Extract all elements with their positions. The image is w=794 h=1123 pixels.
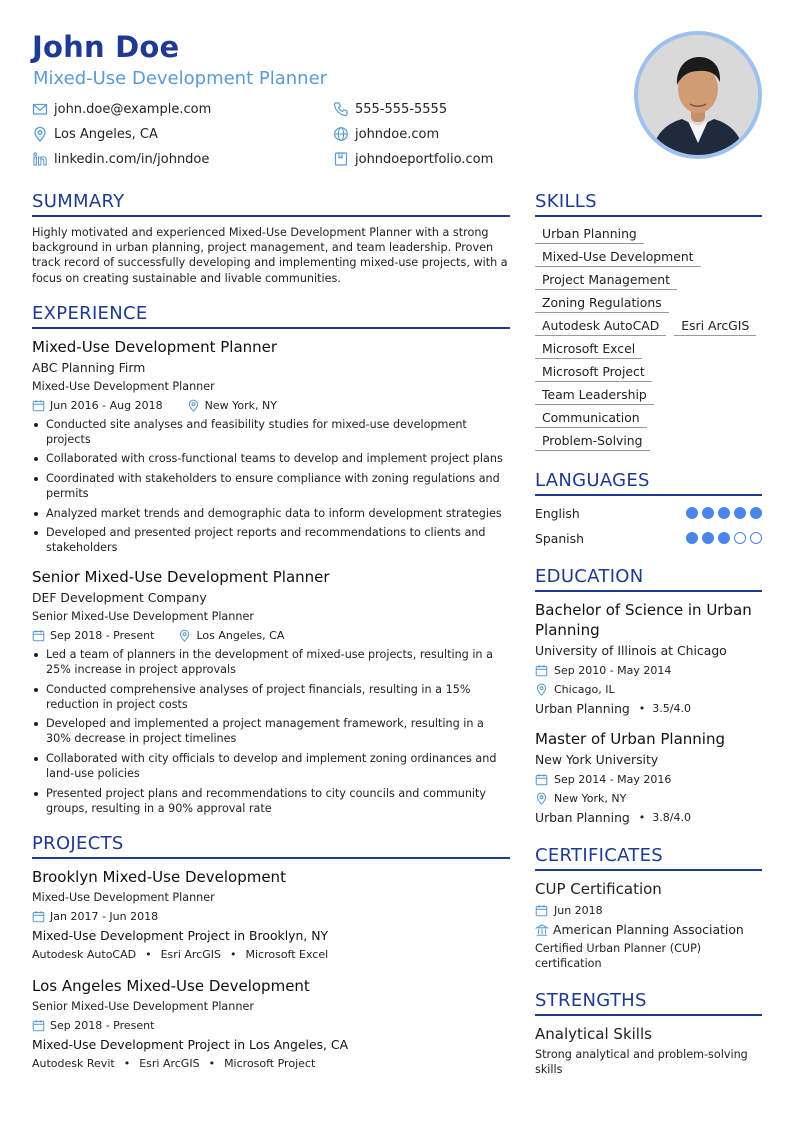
job-title: Senior Mixed-Use Development Planner (32, 568, 330, 587)
school-name: New York University (535, 752, 659, 767)
proficiency-dot (734, 532, 746, 544)
project-meta (32, 909, 510, 924)
education-heading: EDUCATION (535, 565, 762, 592)
skill-tag: Autodesk AutoCAD (535, 317, 666, 336)
company-name: ABC Planning Firm (32, 359, 146, 375)
tool-item: Autodesk AutoCAD (32, 947, 137, 961)
tool-item: Esri ArcGIS (139, 1056, 200, 1070)
certificate-entry (535, 879, 762, 971)
calendar-icon (32, 910, 45, 923)
bullet-item: Developed and presented project reports and recommendations to clients and stakeholders (46, 525, 510, 555)
skill-tag: Project Management (535, 271, 677, 290)
skills-heading: SKILLS (535, 190, 762, 217)
portfolio-icon (333, 151, 349, 167)
certificate-description: Certified Urban Planner (CUP) certification (535, 942, 702, 970)
tool-item: Autodesk Revit (32, 1056, 115, 1070)
proficiency-dot (750, 532, 762, 544)
skill-tag: Team Leadership (535, 386, 654, 405)
job-meta (32, 628, 510, 643)
location-icon (178, 629, 191, 642)
project-tools: Autodesk AutoCAD • Esri ArcGIS • Microsoft Excel (32, 947, 329, 961)
experience-entry (32, 337, 510, 555)
contact-phone[interactable]: 555-555-5555 (333, 99, 447, 119)
calendar-icon (32, 399, 45, 412)
right-column (535, 190, 762, 1077)
project-role: Mixed-Use Development Planner (32, 890, 215, 904)
proficiency-dot (750, 507, 762, 519)
bullet-item: Collaborated with cross-functional teams to develop and implement project plans (46, 451, 510, 466)
skill-tag: Problem-Solving (535, 432, 650, 451)
contact-linkedin[interactable]: linkedin.com/in/johndoe (32, 149, 209, 169)
skill-tag: Esri ArcGIS (674, 317, 756, 336)
education-entry (535, 600, 762, 717)
strength-description: Strong analytical and problem-solving skills (535, 1048, 748, 1076)
project-description: Mixed-Use Development Project in Los Angeles, CA (32, 1036, 349, 1052)
bullet-item: Conducted site analyses and feasibility studies for mixed-use development projects (46, 417, 510, 447)
education-field: Urban Planning • 3.5/4.0 (535, 701, 691, 716)
contact-location: Los Angeles, CA (32, 124, 158, 144)
phone-icon (333, 101, 349, 117)
calendar-icon (535, 773, 548, 786)
projects-heading: PROJECTS (32, 832, 510, 859)
project-dates: Sep 2018 - Present (50, 1018, 155, 1032)
proficiency-dot (702, 507, 714, 519)
location-icon (32, 126, 48, 142)
profile-photo-frame (634, 31, 762, 159)
certificate-title: CUP Certification (535, 880, 662, 898)
skills-list (535, 225, 762, 451)
language-level (686, 532, 762, 544)
certificates-heading: CERTIFICATES (535, 844, 762, 871)
tool-item: Microsoft Excel (245, 947, 329, 961)
skill-tag: Microsoft Excel (535, 340, 642, 359)
calendar-icon (32, 1019, 45, 1032)
globe-icon (333, 126, 349, 142)
school-name: University of Illinois at Chicago (535, 643, 727, 658)
job-role: Mixed-Use Development Planner (32, 379, 215, 393)
contact-email[interactable]: john.doe@example.com (32, 99, 211, 119)
email-icon (32, 101, 48, 117)
project-title: Brooklyn Mixed-Use Development (32, 867, 286, 886)
language-name: English (535, 505, 580, 521)
linkedin-icon (32, 151, 48, 167)
proficiency-dot (718, 507, 730, 519)
gpa: 3.8/4.0 (652, 811, 691, 824)
proficiency-dot (718, 532, 730, 544)
job-dates: Sep 2018 - Present (50, 629, 155, 643)
bullet-item: Conducted comprehensive analyses of project financials, resulting in a 15% reduction in project costs (46, 682, 510, 712)
project-description: Mixed-Use Development Project in Brooklyn, NY (32, 927, 329, 943)
language-row (535, 529, 762, 547)
calendar-icon (535, 664, 548, 677)
skill-tag: Mixed-Use Development (535, 248, 701, 267)
job-bullets (32, 647, 510, 815)
resume-name: John Doe (32, 30, 180, 64)
calendar-icon (32, 629, 45, 642)
language-name: Spanish (535, 530, 584, 546)
job-bullets (32, 417, 510, 555)
proficiency-dot (686, 532, 698, 544)
skill-tag: Zoning Regulations (535, 294, 669, 313)
education-dates: Sep 2014 - May 2016 (535, 772, 762, 787)
location-icon (535, 683, 548, 696)
project-role: Senior Mixed-Use Development Planner (32, 999, 254, 1013)
education-location: Chicago, IL (535, 682, 762, 697)
bullet-item: Presented project plans and recommendations to city councils and community groups, resulting in a 90% approval rate (46, 786, 510, 816)
education-dates: Sep 2010 - May 2014 (535, 663, 762, 678)
experience-heading: EXPERIENCE (32, 302, 510, 329)
project-dates: Jan 2017 - Jun 2018 (50, 909, 159, 923)
bullet-item: Led a team of planners in the development of mixed-use projects, resulting in a 25% increase in project approvals (46, 647, 510, 677)
bullet-item: Coordinated with stakeholders to ensure compliance with zoning regulations and permits (46, 471, 510, 501)
tool-item: Microsoft Project (224, 1056, 316, 1070)
education-entry (535, 729, 762, 826)
degree-title: Bachelor of Science in Urban Planning (535, 601, 752, 639)
languages-list (535, 504, 762, 547)
contact-website[interactable]: johndoe.com (333, 124, 439, 144)
language-level (686, 507, 762, 519)
summary-heading: SUMMARY (32, 190, 510, 217)
gpa: 3.5/4.0 (652, 702, 691, 715)
job-location: New York, NY (204, 398, 277, 412)
project-title: Los Angeles Mixed-Use Development (32, 976, 310, 995)
degree-title: Master of Urban Planning (535, 730, 725, 748)
project-entry (32, 976, 510, 1071)
bullet-item: Analyzed market trends and demographic data to inform development strategies (46, 506, 510, 521)
job-meta (32, 398, 510, 413)
education-location: New York, NY (535, 791, 762, 806)
location-icon (187, 399, 200, 412)
languages-heading: LANGUAGES (535, 469, 762, 496)
company-name: DEF Development Company (32, 590, 207, 606)
certificate-organization: American Planning Association (535, 922, 762, 937)
project-entry (32, 867, 510, 962)
tool-item: Esri ArcGIS (160, 947, 221, 961)
skill-tag: Microsoft Project (535, 363, 652, 382)
job-title: Mixed-Use Development Planner (32, 337, 278, 356)
bullet-item: Collaborated with city officials to develop and implement zoning ordinances and land-use policies (46, 751, 510, 781)
profile-photo (638, 35, 758, 155)
strengths-heading: STRENGTHS (535, 989, 762, 1016)
education-field: Urban Planning • 3.8/4.0 (535, 810, 691, 825)
job-location: Los Angeles, CA (196, 629, 285, 643)
project-meta (32, 1018, 510, 1033)
job-role: Senior Mixed-Use Development Planner (32, 610, 254, 624)
skill-tag: Urban Planning (535, 225, 644, 244)
calendar-icon (535, 904, 548, 917)
strength-entry (535, 1024, 762, 1077)
contact-info (32, 99, 592, 179)
bullet-item: Developed and implemented a project management framework, resulting in a 30% decrease in project timelines (46, 716, 510, 746)
language-row (535, 504, 762, 522)
location-icon (535, 792, 548, 805)
skill-tag: Communication (535, 409, 647, 428)
left-column (32, 190, 510, 1071)
strength-title: Analytical Skills (535, 1025, 652, 1043)
resume-title: Mixed-Use Development Planner (33, 68, 328, 89)
proficiency-dot (686, 507, 698, 519)
proficiency-dot (702, 532, 714, 544)
certificate-date: Jun 2018 (535, 903, 762, 918)
contact-portfolio[interactable]: johndoeportfolio.com (333, 149, 493, 169)
summary-text: Highly motivated and experienced Mixed-Use Development Planner with a strong background in urban planning, project management, and team leadership. Proven track record of successfully developing and implementing mixed-use projects, with a focus on creating sustainable and livable communities. (32, 226, 508, 285)
project-tools: Autodesk Revit • Esri ArcGIS • Microsoft Project (32, 1056, 316, 1070)
job-dates: Jun 2016 - Aug 2018 (50, 398, 163, 412)
experience-entry (32, 567, 510, 815)
proficiency-dot (734, 507, 746, 519)
institution-icon (535, 923, 549, 937)
